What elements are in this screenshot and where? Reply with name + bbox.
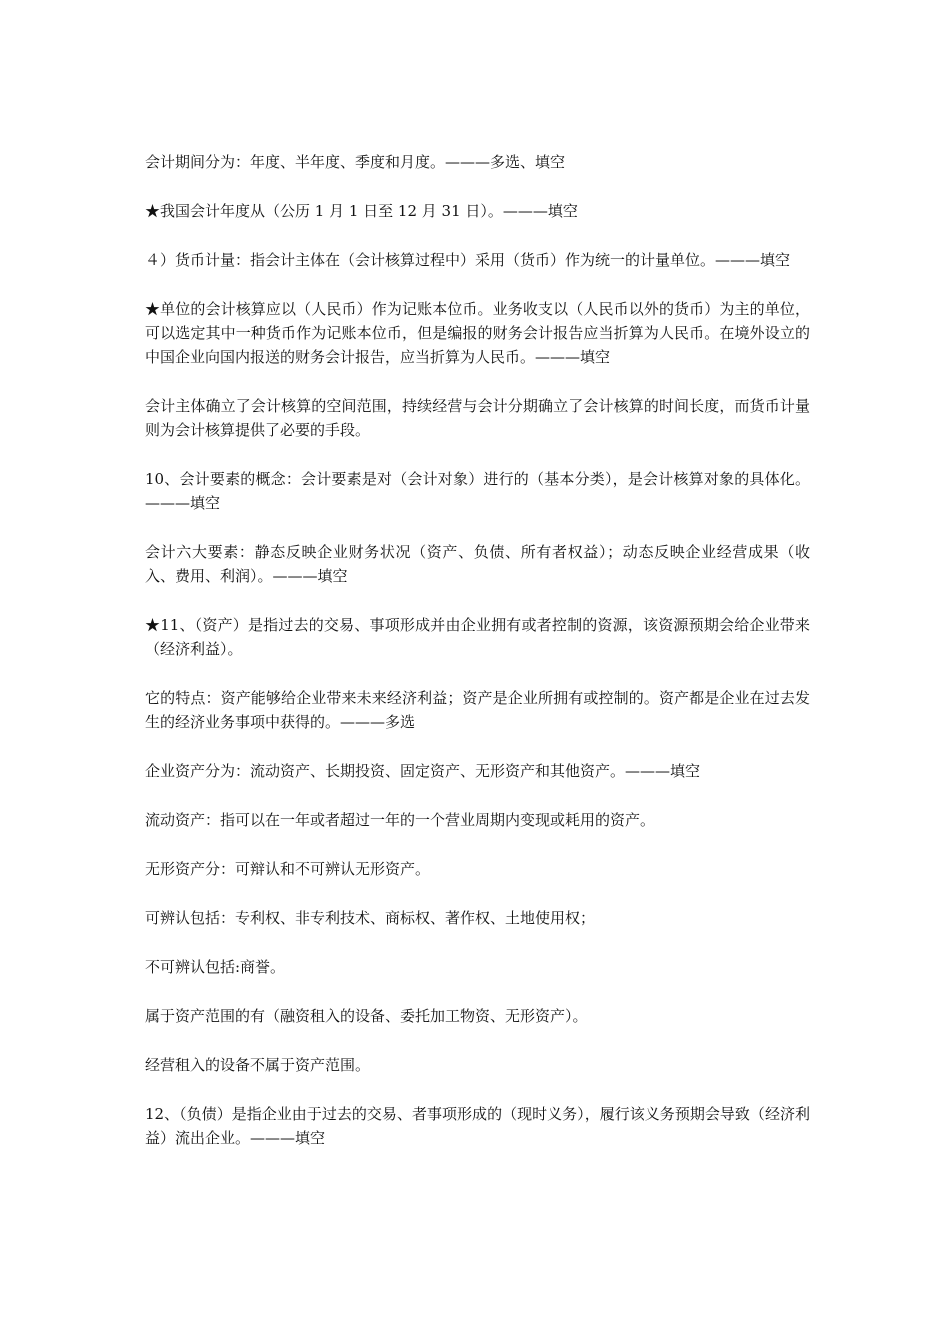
paragraph-bookkeeping-currency: ★单位的会计核算应以（人民币）作为记账本位币。业务收支以（人民币以外的货币）为主的单位，可以选定其中一种货币作为记账本位币，但是编报的财务会计报告应当折算为人民币。在境外设立的中国企业向国内报送的财务会计报告，应当折算为人民币。———填空 [145,300,810,366]
document-body [145,150,810,1175]
paragraph-six-elements: 会计六大要素：静态反映企业财务状况（资产、负债、所有者权益）；动态反映企业经营成果（收入、费用、利润）。———填空 [145,543,810,585]
paragraph-identifiable: 可辨认包括：专利权、非专利技术、商标权、著作权、土地使用权； [145,909,596,927]
paragraph-asset-scope: 属于资产范围的有（融资租入的设备、委托加工物资、无形资产）。 [145,1007,588,1025]
paragraph-accounting-elements: 10、会计要素的概念：会计要素是对（会计对象）进行的（基本分类），是会计核算对象的具体化。———填空 [145,470,810,512]
paragraph-accounting-assumptions: 会计主体确立了会计核算的空间范围，持续经营与会计分期确立了会计核算的时间长度，而货币计量则为会计核算提供了必要的手段。 [145,397,810,439]
paragraph-assets-categories: 企业资产分为：流动资产、长期投资、固定资产、无形资产和其他资产。———填空 [145,762,701,780]
paragraph-intangible-assets: 无形资产分：可辩认和不可辨认无形资产。 [145,860,431,878]
paragraph-monetary-measurement: ４）货币计量：指会计主体在（会计核算过程中）采用（货币）作为统一的计量单位。———填空 [145,251,791,269]
paragraph-assets-features: 它的特点：资产能够给企业带来未来经济利益；资产是企业所拥有或控制的。资产都是企业在过去发生的经济业务事项中获得的。———多选 [145,689,810,731]
paragraph-liabilities-definition: 12、（负债）是指企业由于过去的交易、者事项形成的（现时义务），履行该义务预期会导致（经济利益）流出企业。———填空 [145,1105,810,1147]
paragraph-assets-definition: ★11、（资产）是指过去的交易、事项形成并由企业拥有或者控制的资源，该资源预期会给企业带来（经济利益）。 [145,616,810,658]
paragraph-unidentifiable: 不可辨认包括:商誉。 [145,958,286,976]
paragraph-accounting-periods: 会计期间分为：年度、半年度、季度和月度。———多选、填空 [145,153,566,171]
paragraph-current-assets: 流动资产：指可以在一年或者超过一年的一个营业周期内变现或耗用的资产。 [145,811,656,829]
paragraph-fiscal-year: ★我国会计年度从（公历 1 月 1 日至 12 月 31 日）。———填空 [145,202,578,220]
paragraph-operating-lease: 经营租入的设备不属于资产范围。 [145,1056,371,1074]
